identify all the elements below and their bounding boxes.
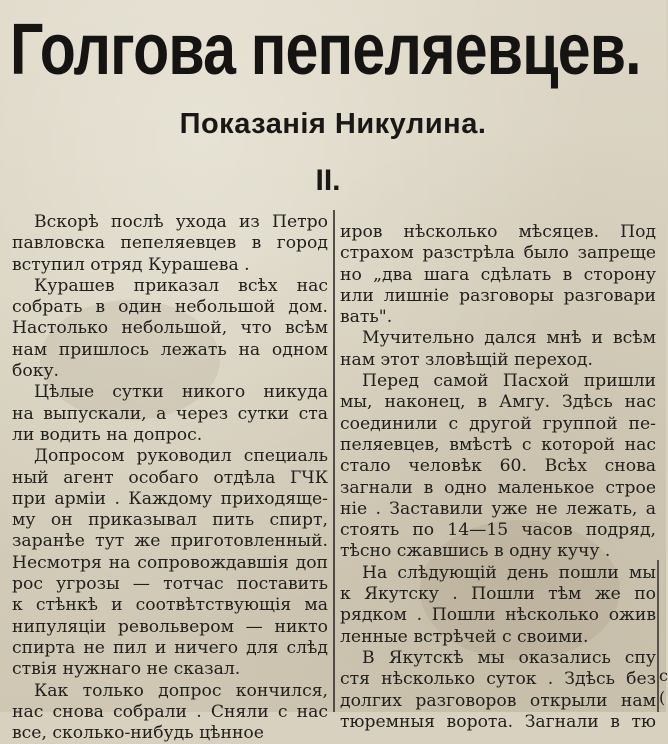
text-line: Вскорѣ послѣ ухода из Петро — [34, 212, 328, 232]
text-line: боку. — [12, 361, 60, 382]
text-line: Настолько небольшой, что всѣм — [12, 318, 328, 339]
text-line: тѣсно сжавшись в одну кучу . — [340, 541, 611, 562]
text-line: при арміи . Каждому приходяще- — [12, 488, 328, 509]
text-line: тюремныя ворота. Загнали в тю — [340, 711, 656, 732]
edge-fragment: ( — [659, 688, 666, 707]
text-line: спирта не пил и ничего для слѣд — [12, 637, 328, 658]
text-line: пеляевцев, вмѣстѣ с которой нас — [340, 434, 656, 455]
text-line: Цѣлые сутки никого никуда — [34, 382, 328, 403]
text-line: павловска пепеляевцев в город — [12, 233, 328, 254]
text-line: нам этот зловѣщій переход. — [340, 349, 593, 370]
text-line: вать". — [340, 307, 393, 328]
text-line: нас снова собрали . Сняли с нас — [12, 701, 328, 722]
left-column — [12, 212, 328, 744]
text-line: стало человѣк 60. Всѣх снова — [340, 456, 656, 477]
text-line: Несмотря на сопровождавшія доп — [12, 552, 328, 573]
text-line: на выпускали, а через сутки ста — [12, 403, 328, 424]
text-line: соединили с другой группой пе- — [340, 413, 656, 434]
text-line: Мучительно дался мнѣ и всѣм — [362, 328, 656, 349]
text-line: загнали в одно маленькое строе — [340, 477, 656, 498]
text-line: нипуляціи револьвером — никто — [12, 616, 328, 637]
text-line: заранѣе тут же приготовленный. — [12, 531, 328, 552]
headline: Голгова пепеляевцев. — [10, 10, 641, 90]
text-line: мы, наконец, в Амгу. Здѣсь нас — [340, 392, 656, 413]
column-divider — [333, 210, 335, 712]
text-line: к Якутску . Пошли тѣм же по — [340, 584, 656, 605]
text-line: но „два шага сдѣлать в сторону — [340, 264, 656, 285]
text-line: ніе . Заставили уже не лежать, а — [340, 498, 656, 519]
text-line: страхом разстрѣла было запреще — [340, 243, 656, 264]
text-line: вступил отряд Курашева . — [12, 254, 250, 275]
text-line: ли водить на допрос. — [12, 424, 203, 445]
text-line: рядком . Пошли нѣсколько ожив — [340, 605, 656, 626]
text-line: к стѣнкѣ и соотвѣтствующія ма — [12, 595, 328, 616]
text-line: ный агент особаго отдѣла ГЧК — [12, 467, 328, 488]
part-number: II. — [315, 164, 341, 197]
text-line: Как только допрос кончился, — [34, 680, 328, 701]
text-line: или лишніе разговоры разговари — [340, 285, 656, 306]
text-line: нам пришлось лежать на одном — [12, 339, 328, 360]
text-line: ленные встрѣчей с своими. — [340, 626, 589, 647]
text-line: собрать в один небольшой дом. — [12, 297, 328, 318]
text-line: Курашев приказал всѣх нас — [34, 275, 328, 296]
text-line: Допросом руководил специаль — [34, 446, 328, 467]
text-line: ствія нужнаго не сказал. — [12, 659, 241, 680]
text-line: На слѣдующій день пошли мы — [362, 562, 656, 583]
text-line: Перед самой Пасхой пришли — [362, 371, 656, 392]
text-line: стя нѣсколько суток . Здѣсь без — [340, 669, 656, 690]
subheadline: Показанія Никулина. — [179, 108, 487, 140]
text-line: все, сколько-нибудь цѣнное — [12, 723, 264, 744]
text-line: долгих разговоров открыли нам — [340, 690, 656, 711]
text-line: му он приказывал пить спирт, — [12, 510, 328, 531]
text-line: стоять по 14—15 часов подряд, — [340, 520, 656, 541]
text-line: рос угрозы — тотчас поставить — [12, 574, 328, 595]
text-line: иров нѣсколько мѣсяцев. Под — [340, 222, 656, 242]
right-column — [340, 222, 656, 733]
edge-fragment: с — [659, 666, 668, 685]
text-line: В Якутскѣ мы оказались спу — [362, 647, 656, 668]
